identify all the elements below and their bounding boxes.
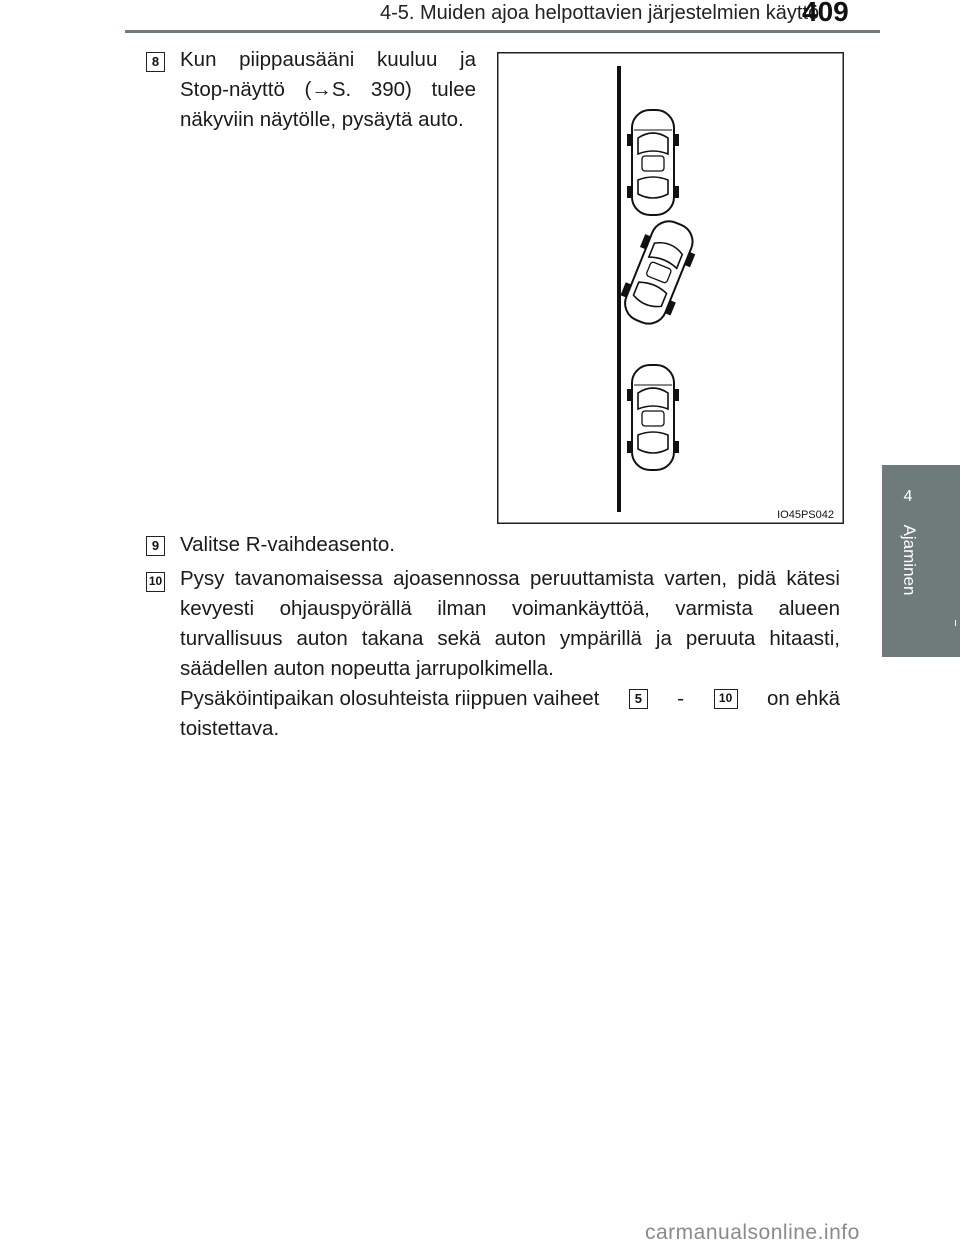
step-badge-10: 10 [146, 572, 165, 592]
chapter-label: Ajaminen [900, 524, 919, 596]
parked-car-front [627, 110, 679, 215]
step-8-text: Kun piippausääni kuuluu ja Stop-näyttö (→S. 390) tulee näkyviin näytölle, pysäytä auto. [180, 48, 476, 131]
parking-diagram [497, 52, 844, 524]
note-text-before: Pysäköintipaikan olosuhteista riippuen vaiheet [180, 687, 600, 710]
page-number: 409 [802, 0, 849, 27]
parked-car-rear [627, 365, 679, 470]
step-badge-8: 8 [146, 52, 165, 72]
header-rule [125, 30, 880, 33]
note-text-after: on ehkä [767, 687, 840, 710]
repeat-note [180, 684, 840, 744]
tab-marker [955, 620, 956, 626]
step-badge-9: 9 [146, 536, 165, 556]
section-title: 4-5. Muiden ajoa helpottavien järjestelmien käyttö [380, 2, 820, 24]
chapter-number: 4 [903, 488, 913, 505]
figure-code: IO45PS042 [777, 509, 834, 521]
ref-badge-10: 10 [714, 689, 738, 709]
step-9-text: Valitse R-vaihdeasento. [180, 533, 395, 556]
note-text-tail: toistettava. [180, 717, 280, 740]
note-dash: - [677, 687, 685, 710]
step-10-text: Pysy tavanomaisessa ajoasennossa peruuttamista varten, pidä kätesi kevyesti ohjauspyörällä ilman voimankäyttöä, varmista alueen turvallisuus auton takana sekä auton ympärillä ja peruuta hitaasti, säädellen auton nopeutta jarrupolkimella. [180, 567, 840, 680]
ref-badge-5: 5 [629, 689, 648, 709]
watermark: carmanualsonline.info [645, 1221, 860, 1244]
